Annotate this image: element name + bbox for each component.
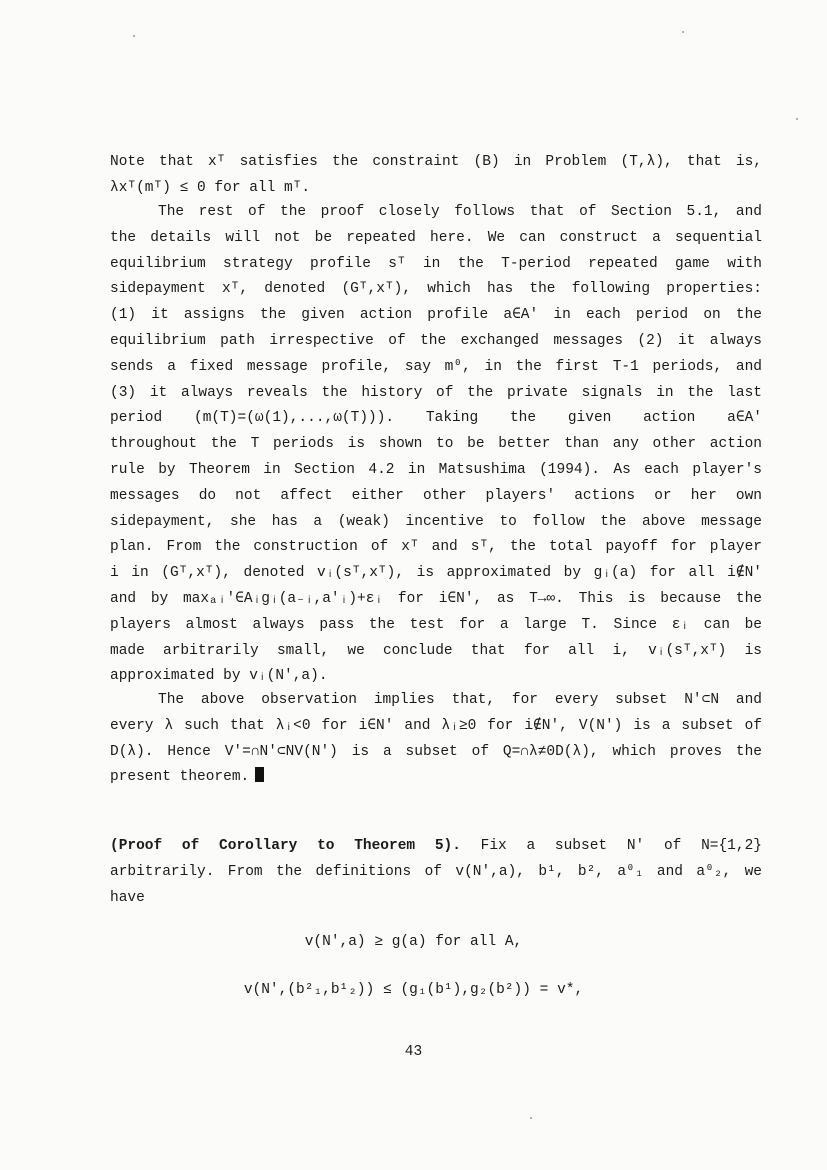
- text-line: (3) it always reveals the history of the private signals in the last: [110, 384, 762, 401]
- text-line: The above observation implies that, for every subset N'⊂N and: [158, 692, 762, 708]
- scan-speck: [796, 118, 798, 120]
- text-line: period (m(T)=(ω(1),...,ω(T))). Taking the given action a∈A': [110, 410, 762, 427]
- text-line: sidepayment, she has a (weak) incentive to follow the above message: [110, 513, 762, 530]
- text-line: plan. From the construction of xᵀ and sᵀ, the total payoff for player: [110, 539, 762, 556]
- text-line: equilibrium path irrespective of the exchanged messages (2) it always: [110, 332, 762, 349]
- equation-2: v(N',(b²₁,b¹₂)) ≤ (g₁(b¹),g₂(b²)) = v*,: [243, 982, 584, 998]
- text-line: equilibrium strategy profile sᵀ in the T-period repeated game with: [110, 255, 762, 272]
- scan-speck: [682, 31, 684, 33]
- text-line: The rest of the proof closely follows that of Section 5.1, and: [158, 204, 762, 220]
- scan-speck: [530, 1117, 532, 1119]
- paragraph-1: [110, 150, 762, 202]
- text-line: arbitrarily. From the definitions of v(N',a), b¹, b², a⁰₁ and a⁰₂, we: [110, 863, 762, 880]
- paragraph-2: [110, 200, 762, 690]
- text-line: players almost always pass the test for a large T. Since εᵢ can be: [110, 616, 762, 633]
- page-number: 43: [404, 1044, 423, 1060]
- text-line: the details will not be repeated here. We can construct a sequential: [110, 229, 762, 246]
- text-line: sends a fixed message profile, say m⁰, in the first T-1 periods, and: [110, 358, 762, 375]
- text-line: (Proof of Corollary to Theorem 5). Fix a subset N' of N={1,2}: [110, 838, 762, 854]
- text-line: every λ such that λᵢ<0 for i∈N' and λᵢ≥0 for i∉N', V(N') is a subset of: [110, 717, 762, 734]
- paragraph-4: [110, 834, 762, 911]
- text-line: approximated by vᵢ(N',a).: [110, 668, 328, 685]
- text-line: throughout the T periods is shown to be better than any other action: [110, 436, 762, 453]
- text-line: present theorem.: [110, 765, 762, 791]
- text-line: and by maxₐᵢ'∈Aᵢgᵢ(a₋ᵢ,a'ᵢ)+εᵢ for i∈N', as T→∞. This is because the: [110, 590, 762, 607]
- scan-speck: [133, 35, 135, 37]
- text-line: Note that xᵀ satisfies the constraint (B) in Problem (T,λ), that is,: [110, 154, 762, 170]
- text-line: messages do not affect either other players' actions or her own: [110, 487, 762, 504]
- text-line: λxᵀ(mᵀ) ≤ 0 for all mᵀ.: [110, 179, 311, 196]
- qed-square-icon: [255, 767, 264, 782]
- equation-1: v(N',a) ≥ g(a) for all A,: [304, 934, 523, 950]
- text-line: D(λ). Hence V'=∩N'⊂NV(N') is a subset of Q=∩λ≠0D(λ), which proves the: [110, 743, 762, 760]
- text-line: made arbitrarily small, we conclude that for all i, vᵢ(sᵀ,xᵀ) is: [110, 642, 762, 659]
- paragraph-3: [110, 688, 762, 791]
- text-line: sidepayment xᵀ, denoted (Gᵀ,xᵀ), which has the following properties:: [110, 281, 762, 298]
- text-line: i in (Gᵀ,xᵀ), denoted vᵢ(sᵀ,xᵀ), is approximated by gᵢ(a) for all i∉N': [110, 565, 762, 582]
- text-line: (1) it assigns the given action profile a∈A' in each period on the: [110, 307, 762, 324]
- text-line: have: [110, 889, 145, 906]
- text-line: rule by Theorem in Section 4.2 in Matsushima (1994). As each player's: [110, 461, 762, 478]
- section-heading: (Proof of Corollary to Theorem 5).: [110, 838, 461, 854]
